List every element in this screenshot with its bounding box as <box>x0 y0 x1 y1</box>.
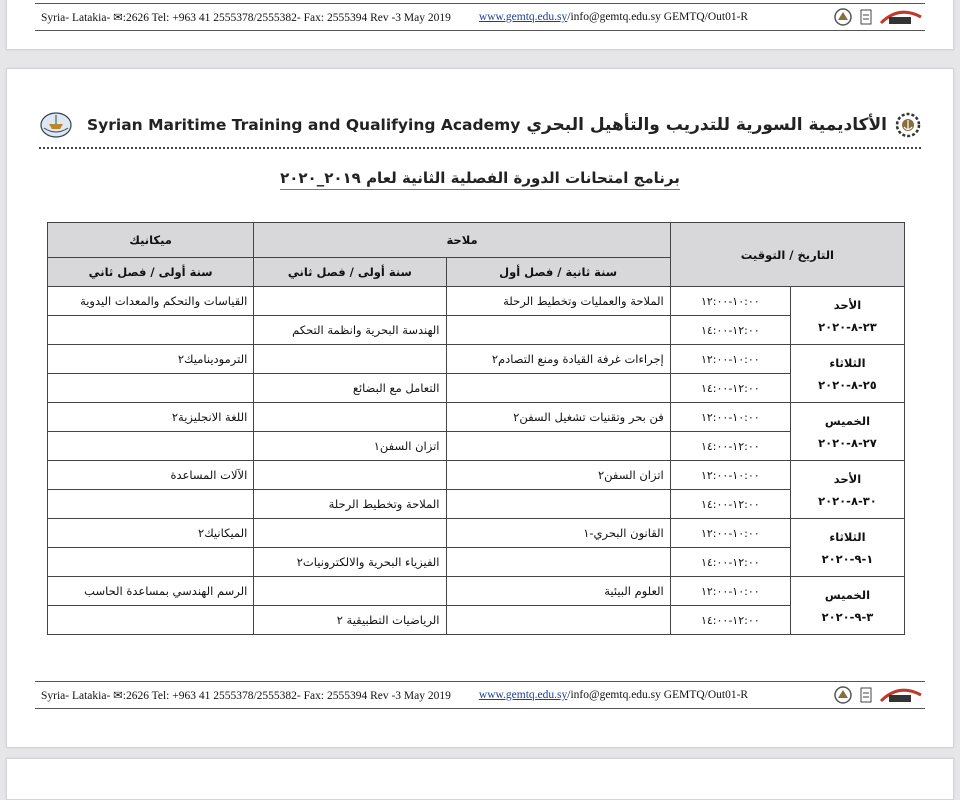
mech-year1-subject <box>48 432 254 461</box>
time-slot: ١٢:٠٠-١٤:٠٠ <box>670 432 790 461</box>
table-row <box>48 432 905 461</box>
nav-year1-subject <box>254 345 446 374</box>
footer-url[interactable]: www.gemtq.edu.sy <box>478 11 568 23</box>
time-slot: ١٠:٠٠-١٢:٠٠ <box>670 519 790 548</box>
mech-year1-subject <box>48 374 254 403</box>
nav-year2-subject <box>446 548 670 577</box>
day-date-cell <box>790 577 904 635</box>
nav-year2-subject: الملاحة والعمليات وتخطيط الرحلة <box>446 287 670 316</box>
mech-year1-subject: الميكانيك٢ <box>48 519 254 548</box>
day-date-cell <box>790 461 904 519</box>
time-slot: ١٠:٠٠-١٢:٠٠ <box>670 345 790 374</box>
table-row <box>48 548 905 577</box>
ministry-logo-icon <box>879 7 923 27</box>
academy-seal-icon <box>833 685 853 705</box>
header-mech-year1: سنة أولى / فصل ثاني <box>48 258 254 287</box>
academy-name-arabic: الأكاديمية السورية للتدريب والتأهيل البحري <box>526 115 887 135</box>
nav-year2-subject <box>446 490 670 519</box>
table-row <box>48 577 905 606</box>
time-slot: ١٢:٠٠-١٤:٠٠ <box>670 316 790 345</box>
mech-year1-subject <box>48 606 254 635</box>
nav-year1-subject <box>254 461 446 490</box>
table-row <box>48 519 905 548</box>
footer-email-code: /info@gemtq.edu.sy GEMTQ/Out01-R <box>567 11 749 23</box>
academy-logo-icon <box>39 110 73 140</box>
day-name: الأحد <box>833 297 862 312</box>
nav-year2-subject <box>446 432 670 461</box>
day-date-cell <box>790 345 904 403</box>
emblem-icon <box>859 685 873 705</box>
time-slot: ١٠:٠٠-١٢:٠٠ <box>670 287 790 316</box>
ministry-logo-icon <box>879 685 923 705</box>
document-title: برنامج امتحانات الدورة الفصلية الثانية لعام ٢٠١٩_٢٠٢٠ <box>7 169 953 187</box>
footer-logos <box>833 7 925 27</box>
header-nav-year2: سنة ثانية / فصل أول <box>446 258 670 287</box>
letterhead <box>39 103 921 149</box>
day-date-cell <box>790 403 904 461</box>
day-name: الثلاثاء <box>829 355 866 370</box>
mech-year1-subject: الترموديناميك٢ <box>48 345 254 374</box>
document-page <box>6 68 954 748</box>
nav-year1-subject <box>254 403 446 432</box>
nav-year2-subject <box>446 374 670 403</box>
emblem-icon <box>859 7 873 27</box>
mech-year1-subject: الرسم الهندسي بمساعدة الحاسب <box>48 577 254 606</box>
nav-year1-subject: الرياضيات التطبيقية ٢ <box>254 606 446 635</box>
schedule-body <box>48 287 905 635</box>
header-mechanics: ميكانيك <box>48 223 254 258</box>
exam-date: ٢٧-٨-٢٠٢٠ <box>818 435 877 450</box>
nav-year1-subject: الملاحة وتخطيط الرحلة <box>254 490 446 519</box>
anchor-emblem-icon <box>895 110 921 140</box>
header-date-time: التاريخ / التوقيت <box>670 223 904 287</box>
mech-year1-subject <box>48 316 254 345</box>
mech-year1-subject <box>48 490 254 519</box>
mech-year1-subject <box>48 548 254 577</box>
table-row <box>48 287 905 316</box>
table-row <box>48 403 905 432</box>
time-slot: ١٠:٠٠-١٢:٠٠ <box>670 461 790 490</box>
footer-contact: Syria- Latakia- ✉:2626 Tel: +963 41 2555378/2555382- Fax: 2555394 Rev -3 May 2019 <box>41 12 451 24</box>
time-slot: ١٢:٠٠-١٤:٠٠ <box>670 374 790 403</box>
header-nav-year1: سنة أولى / فصل ثاني <box>254 258 446 287</box>
time-slot: ١٢:٠٠-١٤:٠٠ <box>670 548 790 577</box>
nav-year1-subject: الفيزياء البحرية والالكترونيات٢ <box>254 548 446 577</box>
nav-year1-subject: التعامل مع البضائع <box>254 374 446 403</box>
exam-schedule-table <box>47 222 905 635</box>
next-page <box>6 758 954 800</box>
academy-seal-icon <box>833 7 853 27</box>
table-row <box>48 461 905 490</box>
footer-email-code: /info@gemtq.edu.sy GEMTQ/Out01-R <box>567 689 749 701</box>
day-name: الأحد <box>833 471 862 486</box>
nav-year2-subject: القانون البحري-١ <box>446 519 670 548</box>
nav-year1-subject: الهندسة البحرية وانظمة التحكم <box>254 316 446 345</box>
table-row <box>48 606 905 635</box>
table-row <box>48 374 905 403</box>
nav-year2-subject <box>446 606 670 635</box>
mech-year1-subject: القياسات والتحكم والمعدات اليدوية <box>48 287 254 316</box>
footer-logos <box>833 685 925 705</box>
time-slot: ١٠:٠٠-١٢:٠٠ <box>670 577 790 606</box>
nav-year2-subject: فن بحر وتقنيات تشغيل السفن٢ <box>446 403 670 432</box>
page-footer <box>35 681 925 709</box>
table-row <box>48 490 905 519</box>
nav-year1-subject <box>254 519 446 548</box>
page-footer <box>35 3 925 31</box>
nav-year1-subject <box>254 287 446 316</box>
table-row <box>48 345 905 374</box>
day-name: الثلاثاء <box>829 529 866 544</box>
exam-date: ٣-٩-٢٠٢٠ <box>821 609 874 624</box>
nav-year2-subject: اتزان السفن٢ <box>446 461 670 490</box>
mech-year1-subject: الآلات المساعدة <box>48 461 254 490</box>
nav-year2-subject: العلوم البيئية <box>446 577 670 606</box>
header-navigation: ملاحة <box>254 223 670 258</box>
academy-name-english: Syrian Maritime Training and Qualifying Academy <box>87 116 521 134</box>
exam-date: ٢٥-٨-٢٠٢٠ <box>818 377 877 392</box>
nav-year1-subject <box>254 577 446 606</box>
time-slot: ١٢:٠٠-١٤:٠٠ <box>670 606 790 635</box>
nav-year2-subject <box>446 316 670 345</box>
day-date-cell <box>790 519 904 577</box>
day-date-cell <box>790 287 904 345</box>
exam-date: ١-٩-٢٠٢٠ <box>821 551 874 566</box>
footer-url[interactable]: www.gemtq.edu.sy <box>478 689 568 701</box>
day-name: الخميس <box>824 413 871 428</box>
time-slot: ١٠:٠٠-١٢:٠٠ <box>670 403 790 432</box>
mech-year1-subject: اللغة الانجليزية٢ <box>48 403 254 432</box>
previous-page <box>6 0 954 50</box>
nav-year1-subject: اتزان السفن١ <box>254 432 446 461</box>
table-row <box>48 316 905 345</box>
exam-date: ٣٠-٨-٢٠٢٠ <box>818 493 877 508</box>
time-slot: ١٢:٠٠-١٤:٠٠ <box>670 490 790 519</box>
footer-contact: Syria- Latakia- ✉:2626 Tel: +963 41 2555378/2555382- Fax: 2555394 Rev -3 May 2019 <box>41 690 451 702</box>
nav-year2-subject: إجراءات غرفة القيادة ومنع التصادم٢ <box>446 345 670 374</box>
day-name: الخميس <box>824 587 871 602</box>
exam-date: ٢٣-٨-٢٠٢٠ <box>818 319 877 334</box>
